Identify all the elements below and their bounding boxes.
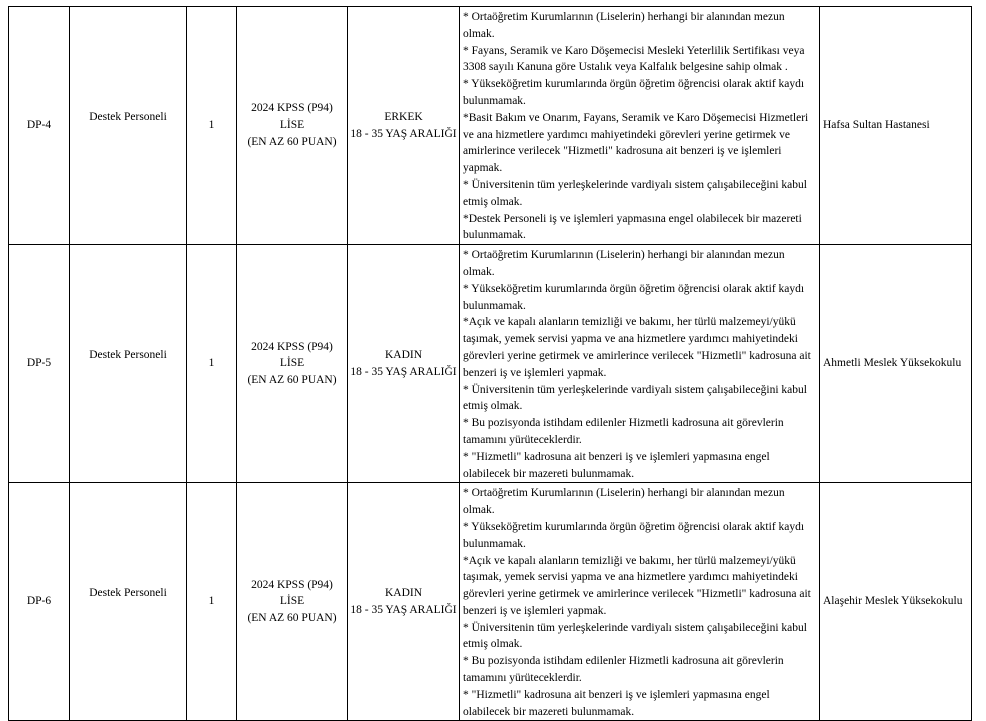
- position-title: [70, 483, 187, 721]
- position-code: DP-5: [9, 245, 70, 483]
- table-row: [9, 483, 972, 721]
- exam-line: (EN AZ 60 PUAN): [247, 135, 337, 148]
- exam-requirement: [237, 483, 348, 721]
- position-code: DP-4: [9, 7, 70, 245]
- gender-label: ERKEK: [384, 110, 423, 123]
- exam-line: (EN AZ 60 PUAN): [247, 374, 337, 387]
- gender-age: [348, 245, 460, 483]
- requirements-cell: [460, 7, 820, 245]
- requirement-item: * Üniversitenin tüm yerleşkelerinde vardiyalı sistem çalışabileceğini kabul etmiş olmak.: [463, 178, 807, 208]
- unit-name: Ahmetli Meslek Yüksekokulu: [820, 245, 972, 483]
- requirement-item: * "Hizmetli" kadrosuna ait benzeri iş ve işlemleri yapmasına engel olabilecek bir mazereti bulunmamak.: [463, 450, 770, 480]
- requirement-item: * Ortaöğretim Kurumlarının (Liselerin) herhangi bir alanından mezun olmak.: [463, 487, 785, 517]
- table-row: [9, 245, 972, 483]
- position-title-text: Destek Personeli: [89, 111, 167, 124]
- position-code: DP-6: [9, 483, 70, 721]
- age-range: 18 - 35 YAŞ ARALIĞI: [350, 365, 457, 378]
- requirement-item: * Ortaöğretim Kurumlarının (Liselerin) herhangi bir alanından mezun olmak.: [463, 11, 785, 40]
- requirement-item: * Yükseköğretim kurumlarında örgün öğretim öğrencisi olarak aktif kaydı bulunmamak.: [463, 78, 805, 107]
- requirements-cell: [460, 483, 820, 721]
- exam-requirement: [237, 7, 348, 245]
- requirement-item: *Açık ve kapalı alanların temizliği ve bakımı, her türlü malzemeyi/yükü taşımak, yemek servisi yapma ve ana hizmetlere yardımcı mahiyetindeki görevleri yerine getirmek ve amirlerince verilecek "Hizmetli" kadrosuna ait benzeri iş ve işlemleri yapmak.: [463, 316, 811, 379]
- exam-line: 2024 KPSS (P94): [251, 340, 333, 353]
- gender-label: KADIN: [384, 348, 423, 361]
- requirement-item: * Üniversitenin tüm yerleşkelerinde vardiyalı sistem çalışabileceğini kabul etmiş olmak.: [463, 621, 807, 651]
- requirement-item: * Bu pozisyonda istihdam edilenler Hizmetli kadrosuna ait görevlerin tamamını yürüteceklerdir.: [463, 417, 784, 446]
- gender-label: KADIN: [384, 587, 423, 600]
- requirements-cell: [460, 245, 820, 483]
- requirement-item: * Yükseköğretim kurumlarında örgün öğretim öğrencisi olarak aktif kaydı bulunmamak.: [463, 282, 805, 312]
- position-title-text: Destek Personeli: [89, 587, 167, 600]
- position-count: 1: [187, 483, 237, 721]
- unit-name: Alaşehir Meslek Yüksekokulu: [820, 483, 972, 721]
- exam-line: LİSE: [279, 595, 305, 608]
- requirement-item: * Bu pozisyonda istihdam edilenler Hizmetli kadrosuna ait görevlerin tamamını yürüteceklerdir.: [463, 655, 784, 685]
- requirement-item: *Açık ve kapalı alanların temizliği ve bakımı, her türlü malzemeyi/yükü taşımak, yemek servisi yapma ve ana hizmetlere yardımcı mahiyetindeki görevleri yerine getirmek ve amirlerince verilecek "Hizmetli" kadrosuna ait benzeri iş ve işlemleri yapmak.: [463, 554, 811, 617]
- unit-name: Hafsa Sultan Hastanesi: [820, 7, 972, 245]
- exam-requirement: [237, 245, 348, 483]
- exam-line: 2024 KPSS (P94): [251, 102, 333, 115]
- exam-line: LİSE: [279, 119, 305, 132]
- exam-line: LİSE: [279, 357, 305, 370]
- position-count: 1: [187, 7, 237, 245]
- exam-line: 2024 KPSS (P94): [251, 578, 333, 591]
- position-title: [70, 7, 187, 245]
- gender-age: [348, 7, 460, 245]
- position-count: 1: [187, 245, 237, 483]
- requirement-item: * Fayans, Seramik ve Karo Döşemecisi Mesleki Yeterlilik Sertifikası veya 3308 sayılı Kanuna göre Ustalık veya Kalfalık belgesine sahip olmak .: [463, 44, 805, 74]
- table-row: [9, 7, 972, 245]
- requirement-item: * Üniversitenin tüm yerleşkelerinde vardiyalı sistem çalışabileceğini kabul etmiş olmak.: [463, 383, 807, 413]
- requirement-item: * Yükseköğretim kurumlarında örgün öğretim öğrencisi olarak aktif kaydı bulunmamak.: [463, 520, 805, 550]
- position-title: [70, 245, 187, 483]
- gender-age: [348, 483, 460, 721]
- requirement-item: * Ortaöğretim Kurumlarının (Liselerin) herhangi bir alanından mezun olmak.: [463, 249, 785, 278]
- exam-line: (EN AZ 60 PUAN): [247, 612, 337, 625]
- job-listing-table: [8, 6, 972, 721]
- requirement-item: * "Hizmetli" kadrosuna ait benzeri iş ve işlemleri yapmasına engel olabilecek bir mazereti bulunmamak.: [463, 688, 770, 718]
- position-title-text: Destek Personeli: [89, 349, 167, 362]
- age-range: 18 - 35 YAŞ ARALIĞI: [350, 603, 457, 616]
- requirement-item: *Basit Bakım ve Onarım, Fayans, Seramik ve Karo Döşemecisi Hizmetleri ve ana hizmetlere yardımcı mahiyetindeki görevleri yerine getirmek ve amirlerince verilecek "Hizmetli" kadrosuna ait benzeri iş ve işlemleri yapmak.: [463, 111, 809, 175]
- age-range: 18 - 35 YAŞ ARALIĞI: [350, 127, 457, 140]
- requirement-item: *Destek Personeli iş ve işlemleri yapmasına engel olabilecek bir mazereti bulunmamak.: [463, 212, 802, 242]
